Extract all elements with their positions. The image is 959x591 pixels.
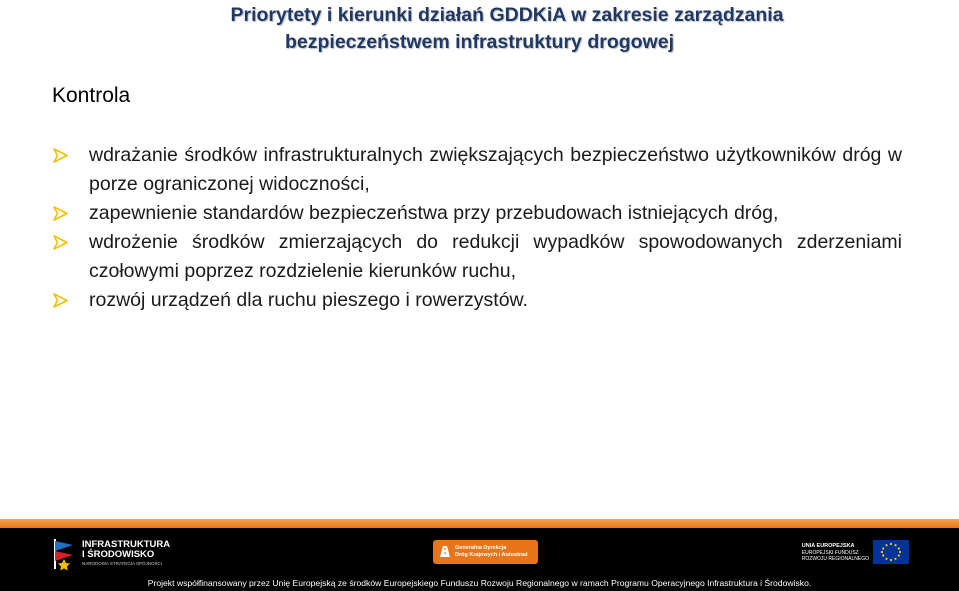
logo-center-line2: Dróg Krajowych i Autostrad <box>455 552 528 558</box>
bullet-item <box>52 141 902 199</box>
bullet-item <box>52 228 902 286</box>
bullet-item <box>52 286 902 315</box>
logo-left-line3: NARODOWA STRATEGIA SPÓJNOŚCI <box>82 561 163 566</box>
bullet-text: wdrożenie środków zmierzających do redukcji wypadków spowodowanych zderzeniami czołowymi poprzez rozdzielenie kierunków ruchu, <box>89 231 902 282</box>
slide-title <box>0 2 959 56</box>
slide-title-line1: Priorytety i kierunki działań GDDKiA w zakresie zarządzania <box>230 4 784 26</box>
bullet-text: rozwój urządzeń dla ruchu pieszego i rowerzystów. <box>89 289 528 311</box>
logo-right-line1: UNIA EUROPEJSKA <box>801 542 855 549</box>
footer-orange-bar <box>0 519 959 528</box>
logo-left-line2: I ŚRODOWISKO <box>82 549 155 560</box>
infrastruktura-logo <box>52 536 170 572</box>
road-sign-icon <box>439 545 451 559</box>
footer <box>0 528 959 591</box>
bullet-text: zapewnienie standardów bezpieczeństwa przy przebudowach istniejących dróg, <box>89 202 779 224</box>
logo-left-line1: INFRASTRUKTURA <box>82 539 171 550</box>
logo-center-line1: Generalna Dyrekcja <box>455 545 507 551</box>
arrow-bullet-icon <box>52 147 69 164</box>
arrow-bullet-icon <box>52 234 69 251</box>
bullet-list <box>52 141 902 315</box>
cofinancing-note: Projekt współfinansowany przez Unię Europejską ze środków Europejskiego Funduszu Rozwoju Regionalnego w ramach Programu Operacyjnego Infrastruktura i Środowisko. <box>147 578 812 588</box>
gddkia-logo <box>433 540 538 564</box>
eu-flag-icon <box>873 540 909 564</box>
logo-right-line2: EUROPEJSKI FUNDUSZ <box>801 549 859 556</box>
slide-title-line2: bezpieczeństwem infrastruktury drogowej <box>284 31 674 53</box>
bullet-text: wdrażanie środków infrastrukturalnych zwiększających bezpieczeństwo użytkowników dróg w porze ograniczonej widoczności, <box>89 144 902 195</box>
eu-logo <box>802 540 909 564</box>
section-heading: Kontrola <box>52 84 131 107</box>
arrow-bullet-icon <box>52 292 69 309</box>
logo-right-line3: ROZWOJU REGIONALNEGO <box>801 555 869 562</box>
star-flag-icon <box>52 537 76 571</box>
bullet-item <box>52 199 902 228</box>
arrow-bullet-icon <box>52 205 69 222</box>
